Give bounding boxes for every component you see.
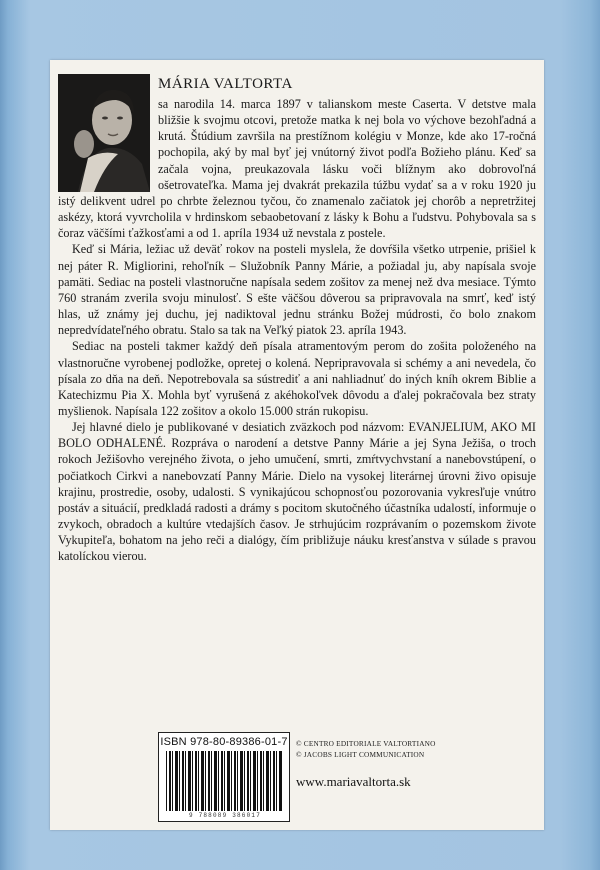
copyright-notice <box>296 738 436 760</box>
website-url: www.mariavaltorta.sk <box>296 774 411 789</box>
bio-paragraph-1: sa narodila 14. marca 1897 v talianskom meste Caserta. V detstve mala bližšie k svojmu otcovi, pretože matka k nej bola vo výchove bezohľadná a krutá. Štúdium završila na prestížnom kolégiu v Monze, kde ako 17-ročná pochopila, aký by mal byť jej vnútorný život podľa Božieho plánu. Keď sa začala vojna, preukazovala lásku voči blížnym ako dobrovoľná ošetrovateľka. Mama jej dvakrát prekazila túžbu vydať sa a v roku 1920 ju istý delikvent udrel po chrbte železnou tyčou, čo znamenalo začiatok jej chorôb a nepretržitej askézy, ktorá vyvrcholila v hrdinskom sebaobetovaní z lásky k Bohu a ľudstvu. Pohybovala sa s čoraz väčšími ťažkosťami a od 1. apríla 1934 už nevstala z postele. <box>58 97 536 241</box>
author-name: MÁRIA VALTORTA <box>158 76 293 92</box>
bio-paragraph-4: Jej hlavné dielo je publikované v desiatich zväzkoch pod názvom: EVANJELIUM, AKO MI BOLO ODHALENÉ. Rozpráva o narodení a detstve Panny Márie a jej Syna Ježiša, o troch rokoch Ježišovho verejného života, o jeho umučení, smrti, zmŕtvychvstaní a nanebovstúpení, o počiatkoch Cirkvi a nanebovzatí Panny Márie. Dielo na vysokej literárnej úrovni živo opisuje krajinu, prostredie, osoby, udalosti. S vynikajúcou schopnosťou pozorovania vykresľuje vnútro postáv a situácií, predkladá radosti a drámy s pocitom skutočného účastníka udalostí, informuje o zvykoch, obradoch a kultúre vtedajších časov. Je strhujúcim rozprávaním o pozemskom živote Vykupiteľa, bohatom na jeho reči a dialógy, čím približuje náuku kresťanstva v súlade s pravou katolíckou vierou. <box>58 420 536 564</box>
bio-paragraph-2: Keď si Mária, ležiac už deväť rokov na posteli myslela, že dovŕšila všetko utrpenie, prišiel k nej páter R. Migliorini, rehoľník – Služobník Panny Márie, a požiadal ju, aby napísala svoje pamäti. Sediac na posteli vlastnoručne napísala sedem zošitov za menej než dva mesiace. Týmto 760 stranám zverila svoju minulosť. S ešte väčšou dôverou sa pripravovala na smrť, keď istý hlas, už známy jej duchu, jej nadiktoval jednu stránku Božej múdrosti, čo bolo znakom nepredvídateľného obratu. Stalo sa tak na Veľký piatok 23. apríla 1943. <box>58 242 536 338</box>
text-panel <box>50 60 544 830</box>
barcode-bars <box>166 751 282 811</box>
barcode-digits: 9 788089 386017 <box>188 812 261 819</box>
bio-paragraph-3: Sediac na posteli takmer každý deň písala atramentovým perom do zošita položeného na vlastnoručne vyrobenej podložke, opretej o kolená. Nepripravovala si schémy a ani nevedela, čo písala zo dňa na deň. Nepotrebovala sa sústrediť a ani nahliadnuť do iných kníh okrem Biblie a Katechizmu Pia X. Mohla byť vyrušená z akéhokoľvek dôvodu a ďalej pokračovala bez straty myšlienok. Napísala 122 zošitov a okolo 15.000 strán rukopisu. <box>58 339 536 418</box>
isbn-barcode <box>158 732 290 822</box>
biography-text <box>58 96 536 565</box>
copyright-line-1: © CENTRO EDITORIALE VALTORTIANO <box>296 739 436 748</box>
isbn-number: ISBN 978-80-89386-01-7 <box>160 736 288 748</box>
publisher-block <box>158 732 538 822</box>
copyright-line-2: © JACOBS LIGHT COMMUNICATION <box>296 750 425 759</box>
